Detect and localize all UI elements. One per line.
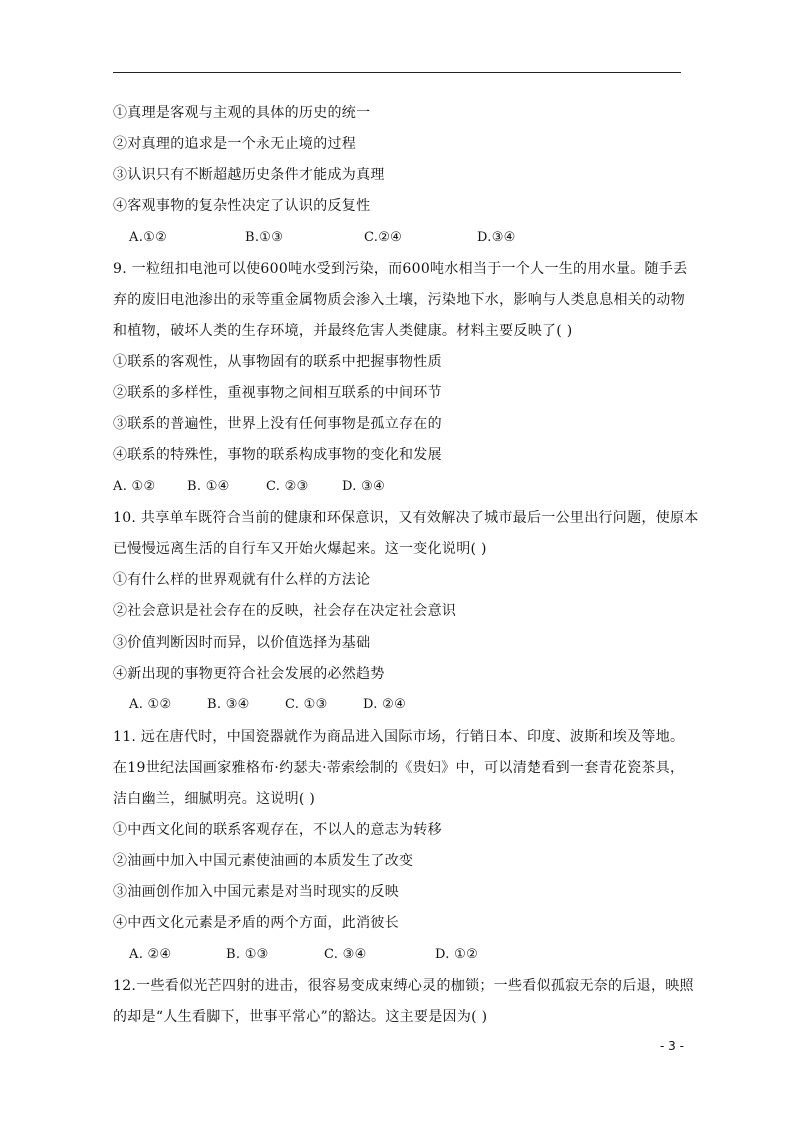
q8-statement-1: ①真理是客观与主观的具体的历史的统一 xyxy=(113,105,371,121)
page-number: - 3 - xyxy=(660,1039,684,1053)
q9-stem-line-3: 和植物，破坏人类的生存环境，并最终危害人类健康。材料主要反映了( ) xyxy=(113,323,573,339)
q11-statement-4: ④中西文化元素是矛盾的两个方面，此消彼长 xyxy=(113,915,399,931)
q10-statement-2: ②社会意识是社会存在的反映，社会存在决定社会意识 xyxy=(113,603,457,619)
q11-stem-line-3: 洁白幽兰，细腻明亮。这说明( ) xyxy=(113,791,316,807)
q10-statement-4: ④新出现的事物更符合社会发展的必然趋势 xyxy=(113,666,385,682)
q9-stem-line-2: 弃的废旧电池渗出的汞等重金属物质会渗入土壤，污染地下水，影响与人类息息相关的动物 xyxy=(113,292,685,308)
q10-stem-line-1: 10. 共享单车既符合当前的健康和环保意识，又有效解决了城市最后一公里出行问题，使原本 xyxy=(113,510,699,526)
q11-option-d: D. ①② xyxy=(435,947,479,962)
q11-stem-line-1: 11. 远在唐代时，中国瓷器就作为商品进入国际市场，行销日本、印度、波斯和埃及等地。 xyxy=(113,729,685,745)
q9-option-b: B. ①④ xyxy=(187,479,230,494)
q10-stem-line-2: 已慢慢远离生活的自行车又开始火爆起来。这一变化说明( ) xyxy=(113,541,487,557)
q9-statement-1: ①联系的客观性，从事物固有的联系中把握事物性质 xyxy=(113,354,442,370)
q11-options xyxy=(129,945,478,965)
q10-option-d: D. ②④ xyxy=(363,697,407,712)
q8-option-d: D.③④ xyxy=(477,230,516,245)
q9-option-a: A. ①② xyxy=(113,479,156,494)
q10-options xyxy=(129,695,406,715)
q10-statement-3: ③价值判断因时而异，以价值选择为基础 xyxy=(113,635,371,651)
q12-stem-line-1: 12.一些看似光芒四射的进击，很容易变成束缚心灵的枷锁；一些看似孤寂无奈的后退，映照 xyxy=(113,978,694,994)
q11-statement-1: ①中西文化间的联系客观存在，不以人的意志为转移 xyxy=(113,822,442,838)
q11-option-c: C. ③④ xyxy=(324,947,367,962)
q9-option-d: D. ③④ xyxy=(342,479,386,494)
q11-option-a: A. ②④ xyxy=(129,947,172,962)
q10-option-c: C. ①③ xyxy=(285,697,328,712)
q9-statement-2: ②联系的多样性，重视事物之间相互联系的中间环节 xyxy=(113,385,442,401)
q8-statement-3: ③认识只有不断超越历史条件才能成为真理 xyxy=(113,167,385,183)
q10-option-b: B. ③④ xyxy=(207,697,250,712)
q11-statement-3: ③油画创作加入中国元素是对当时现实的反映 xyxy=(113,884,399,900)
q10-statement-1: ①有什么样的世界观就有什么样的方法论 xyxy=(113,572,371,588)
q9-option-c: C. ②③ xyxy=(266,479,309,494)
q11-stem-line-2: 在19世纪法国画家雅格布·约瑟夫·蒂索绘制的《贵妇》中，可以清楚看到一套青花瓷茶具， xyxy=(113,760,685,776)
q8-option-b: B.①③ xyxy=(245,230,284,245)
q8-option-a: A.①② xyxy=(129,230,168,245)
q9-statement-3: ③联系的普遍性，世界上没有任何事物是孤立存在的 xyxy=(113,416,442,432)
q8-options xyxy=(129,228,516,248)
q11-statement-2: ②油画中加入中国元素使油画的本质发生了改变 xyxy=(113,853,414,869)
q9-options xyxy=(113,477,385,497)
q11-option-b: B. ①③ xyxy=(226,947,269,962)
q10-option-a: A. ①② xyxy=(129,697,172,712)
q8-statement-2: ②对真理的追求是一个永无止境的过程 xyxy=(113,136,357,152)
header-rule xyxy=(113,72,681,73)
q9-statement-4: ④联系的特殊性，事物的联系构成事物的变化和发展 xyxy=(113,447,442,463)
q8-option-c: C.②④ xyxy=(364,230,403,245)
q9-stem-line-1: 9. 一粒纽扣电池可以使600吨水受到污染，而600吨水相当于一个人一生的用水量。随手丢 xyxy=(113,261,688,277)
q8-statement-4: ④客观事物的复杂性决定了认识的反复性 xyxy=(113,198,371,214)
q12-stem-line-2: 的却是“人生看脚下，世事平常心”的豁达。这主要是因为( ) xyxy=(113,1009,488,1025)
